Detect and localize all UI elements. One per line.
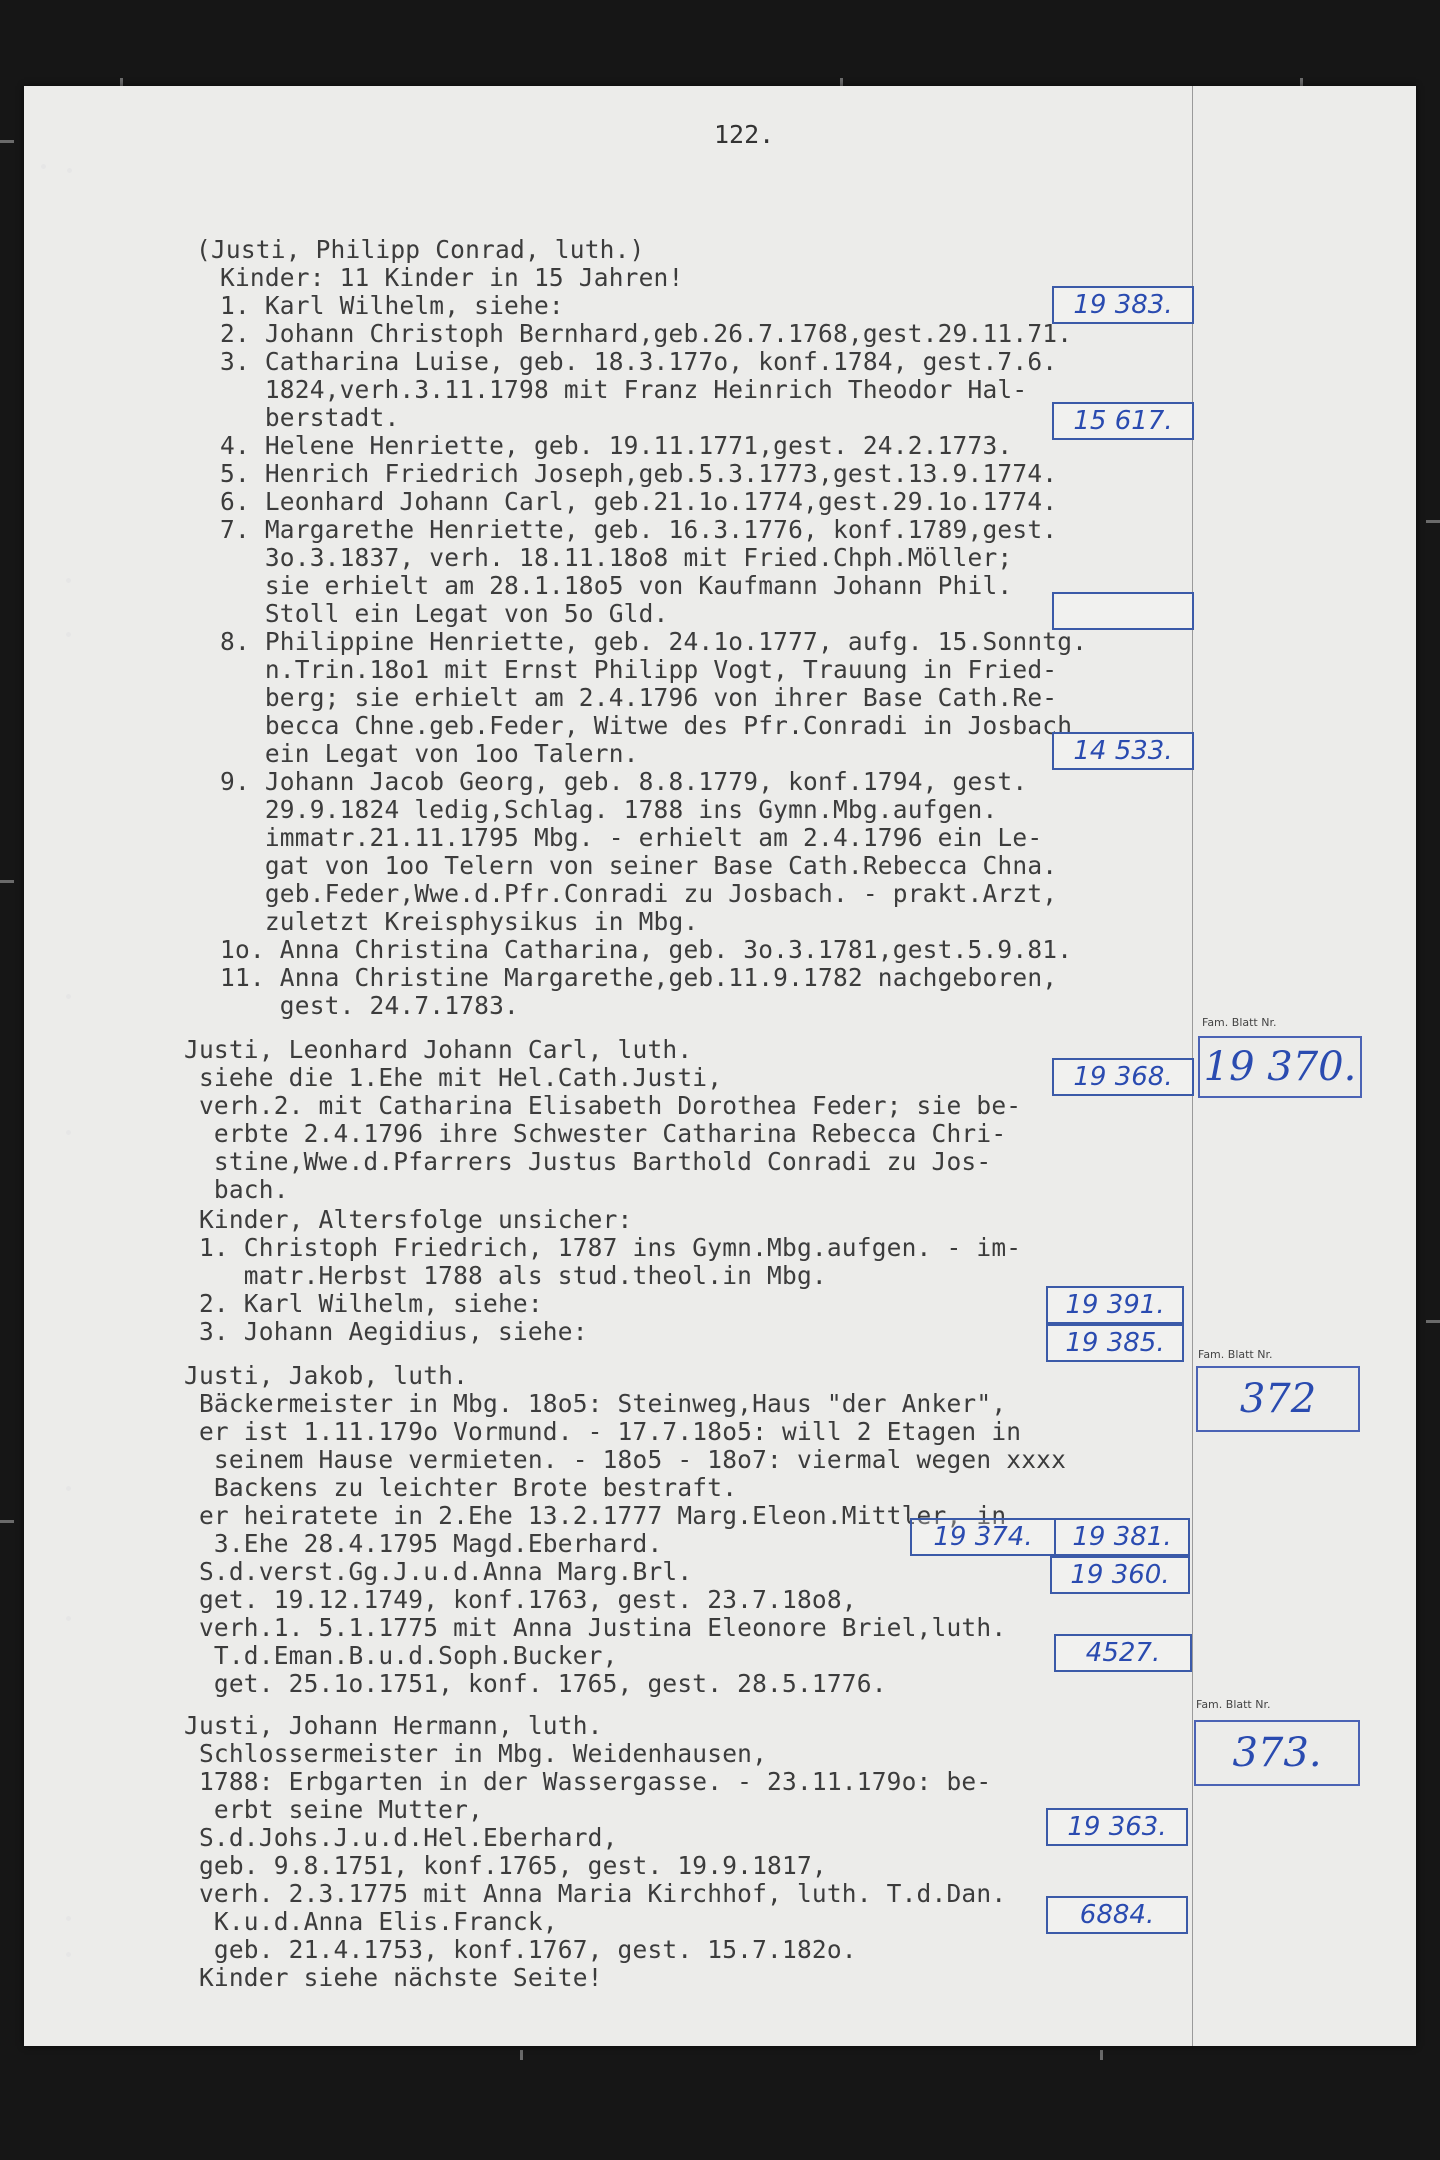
- text-line: immatr.21.11.1795 Mbg. - erhielt am 2.4.1796 ein Le-: [220, 823, 1043, 852]
- record-number-stamp: 19 368.: [1052, 1058, 1194, 1096]
- text-line: Justi, Jakob, luth.: [184, 1361, 469, 1390]
- record-number-stamp: 4527.: [1054, 1634, 1192, 1672]
- record-number-stamp: 19 381.: [1054, 1518, 1190, 1556]
- text-line: 29.9.1824 ledig,Schlag. 1788 ins Gymn.Mbg.aufgen.: [220, 795, 998, 824]
- text-line: S.d.Johs.J.u.d.Hel.Eberhard,: [184, 1823, 618, 1852]
- text-line: er heiratete in 2.Ehe 13.2.1777 Marg.Eleon.Mittler, in: [184, 1501, 1007, 1530]
- record-number-stamp: 19 383.: [1052, 286, 1194, 324]
- family-sheet-label: Fam. Blatt Nr.: [1202, 1016, 1277, 1029]
- record-number-stamp: 19 385.: [1046, 1324, 1184, 1362]
- text-line: 7. Margarethe Henriette, geb. 16.3.1776, konf.1789,gest.: [220, 515, 1058, 544]
- text-line: 3o.3.1837, verh. 18.11.18o8 mit Fried.Chph.Möller;: [220, 543, 1013, 572]
- text-line: gat von 1oo Telern von seiner Base Cath.Rebecca Chna.: [220, 851, 1058, 880]
- record-number-stamp: 15 617.: [1052, 402, 1194, 440]
- record-number-stamp: 19 391.: [1046, 1286, 1184, 1324]
- text-line: verh.2. mit Catharina Elisabeth Dorothea Feder; sie be-: [184, 1091, 1022, 1120]
- family-sheet-number: 373.: [1194, 1720, 1360, 1786]
- text-line: zuletzt Kreisphysikus in Mbg.: [220, 907, 699, 936]
- text-line: (Justi, Philipp Conrad, luth.): [196, 235, 645, 264]
- text-line: matr.Herbst 1788 als stud.theol.in Mbg.: [184, 1261, 827, 1290]
- text-line: 1788: Erbgarten in der Wassergasse. - 23.11.179o: be-: [184, 1767, 992, 1796]
- family-sheet-label: Fam. Blatt Nr.: [1198, 1348, 1273, 1361]
- record-number-stamp: 19 360.: [1050, 1556, 1190, 1594]
- record-number-stamp: 14 533.: [1052, 732, 1194, 770]
- text-line: Stoll ein Legat von 5o Gld.: [220, 599, 669, 628]
- text-line: Justi, Johann Hermann, luth.: [184, 1711, 603, 1740]
- text-line: 3. Johann Aegidius, siehe:: [184, 1317, 588, 1346]
- text-line: 2. Johann Christoph Bernhard,geb.26.7.1768,gest.29.11.71.: [220, 319, 1073, 348]
- text-line: 11. Anna Christine Margarethe,geb.11.9.1782 nachgeboren,: [220, 963, 1058, 992]
- text-line: 5. Henrich Friedrich Joseph,geb.5.3.1773,gest.13.9.1774.: [220, 459, 1058, 488]
- edge-mark: [0, 880, 14, 883]
- text-line: 8. Philippine Henriette, geb. 24.1o.1777, aufg. 15.Sonntg.: [220, 627, 1088, 656]
- page-number: 122.: [714, 120, 775, 149]
- empty-record-stamp: [1052, 592, 1194, 630]
- family-sheet-number: 19 370.: [1198, 1036, 1362, 1098]
- text-line: sie erhielt am 28.1.18o5 von Kaufmann Johann Phil.: [220, 571, 1013, 600]
- text-line: verh. 2.3.1775 mit Anna Maria Kirchhof, luth. T.d.Dan.: [184, 1879, 1007, 1908]
- text-line: get. 25.1o.1751, konf. 1765, gest. 28.5.1776.: [184, 1669, 887, 1698]
- text-line: 9. Johann Jacob Georg, geb. 8.8.1779, konf.1794, gest.: [220, 767, 1028, 796]
- text-line: 2. Karl Wilhelm, siehe:: [184, 1289, 543, 1318]
- text-line: bach.: [184, 1175, 289, 1204]
- edge-mark: [0, 140, 14, 143]
- text-line: 1. Christoph Friedrich, 1787 ins Gymn.Mbg.aufgen. - im-: [184, 1233, 1022, 1262]
- text-line: erbt seine Mutter,: [184, 1795, 484, 1824]
- text-line: geb. 21.4.1753, konf.1767, gest. 15.7.182o.: [184, 1935, 857, 1964]
- family-sheet-label: Fam. Blatt Nr.: [1196, 1698, 1271, 1711]
- text-line: geb. 9.8.1751, konf.1765, gest. 19.9.1817,: [184, 1851, 827, 1880]
- text-line: stine,Wwe.d.Pfarrers Justus Barthold Conradi zu Jos-: [184, 1147, 992, 1176]
- text-line: 1o. Anna Christina Catharina, geb. 3o.3.1781,gest.5.9.81.: [220, 935, 1073, 964]
- text-line: Schlossermeister in Mbg. Weidenhausen,: [184, 1739, 768, 1768]
- record-number-stamp: 19 363.: [1046, 1808, 1188, 1846]
- text-line: gest. 24.7.1783.: [220, 991, 520, 1020]
- edge-mark: [1426, 1320, 1440, 1323]
- text-line: geb.Feder,Wwe.d.Pfr.Conradi zu Josbach. - prakt.Arzt,: [220, 879, 1058, 908]
- text-line: T.d.Eman.B.u.d.Soph.Bucker,: [184, 1641, 618, 1670]
- text-line: Kinder siehe nächste Seite!: [184, 1963, 603, 1992]
- text-line: get. 19.12.1749, konf.1763, gest. 23.7.18o8,: [184, 1585, 857, 1614]
- text-line: becca Chne.geb.Feder, Witwe des Pfr.Conradi in Josbach: [220, 711, 1073, 740]
- text-line: ein Legat von 1oo Talern.: [220, 739, 639, 768]
- text-line: S.d.verst.Gg.J.u.d.Anna Marg.Brl.: [184, 1557, 693, 1586]
- text-line: Justi, Leonhard Johann Carl, luth.: [184, 1035, 693, 1064]
- edge-mark: [0, 1520, 14, 1523]
- text-line: erbte 2.4.1796 ihre Schwester Catharina Rebecca Chri-: [184, 1119, 1007, 1148]
- text-line: verh.1. 5.1.1775 mit Anna Justina Eleonore Briel,luth.: [184, 1613, 1007, 1642]
- edge-mark: [1100, 2050, 1103, 2060]
- text-line: seinem Hause vermieten. - 18o5 - 18o7: viermal wegen xxxx: [184, 1445, 1067, 1474]
- text-line: Kinder, Altersfolge unsicher:: [184, 1205, 633, 1234]
- punch-hole: [66, 1916, 71, 1921]
- text-line: berstadt.: [220, 403, 400, 432]
- document-page: [24, 86, 1416, 2046]
- edge-mark: [520, 2050, 523, 2060]
- edge-mark: [1426, 520, 1440, 523]
- text-line: Kinder: 11 Kinder in 15 Jahren!: [220, 263, 684, 292]
- text-line: 3.Ehe 28.4.1795 Magd.Eberhard.: [184, 1529, 663, 1558]
- text-line: 3. Catharina Luise, geb. 18.3.177o, konf.1784, gest.7.6.: [220, 347, 1058, 376]
- text-line: Bäckermeister in Mbg. 18o5: Steinweg,Haus "der Anker",: [184, 1389, 1007, 1418]
- text-line: 1. Karl Wilhelm, siehe:: [220, 291, 564, 320]
- text-line: berg; sie erhielt am 2.4.1796 von ihrer Base Cath.Re-: [220, 683, 1058, 712]
- text-line: 1824,verh.3.11.1798 mit Franz Heinrich Theodor Hal-: [220, 375, 1028, 404]
- text-line: 6. Leonhard Johann Carl, geb.21.1o.1774,gest.29.1o.1774.: [220, 487, 1058, 516]
- text-line: er ist 1.11.179o Vormund. - 17.7.18o5: will 2 Etagen in: [184, 1417, 1022, 1446]
- text-line: Backens zu leichter Brote bestraft.: [184, 1473, 738, 1502]
- text-line: 4. Helene Henriette, geb. 19.11.1771,gest. 24.2.1773.: [220, 431, 1013, 460]
- text-line: siehe die 1.Ehe mit Hel.Cath.Justi,: [184, 1063, 723, 1092]
- text-line: K.u.d.Anna Elis.Franck,: [184, 1907, 558, 1936]
- text-line: n.Trin.18o1 mit Ernst Philipp Vogt, Trauung in Fried-: [220, 655, 1058, 684]
- record-number-stamp: 19 374.: [910, 1518, 1056, 1556]
- record-number-stamp: 6884.: [1046, 1896, 1188, 1934]
- family-sheet-number: 372: [1196, 1366, 1360, 1432]
- punch-hole: [66, 1952, 71, 1957]
